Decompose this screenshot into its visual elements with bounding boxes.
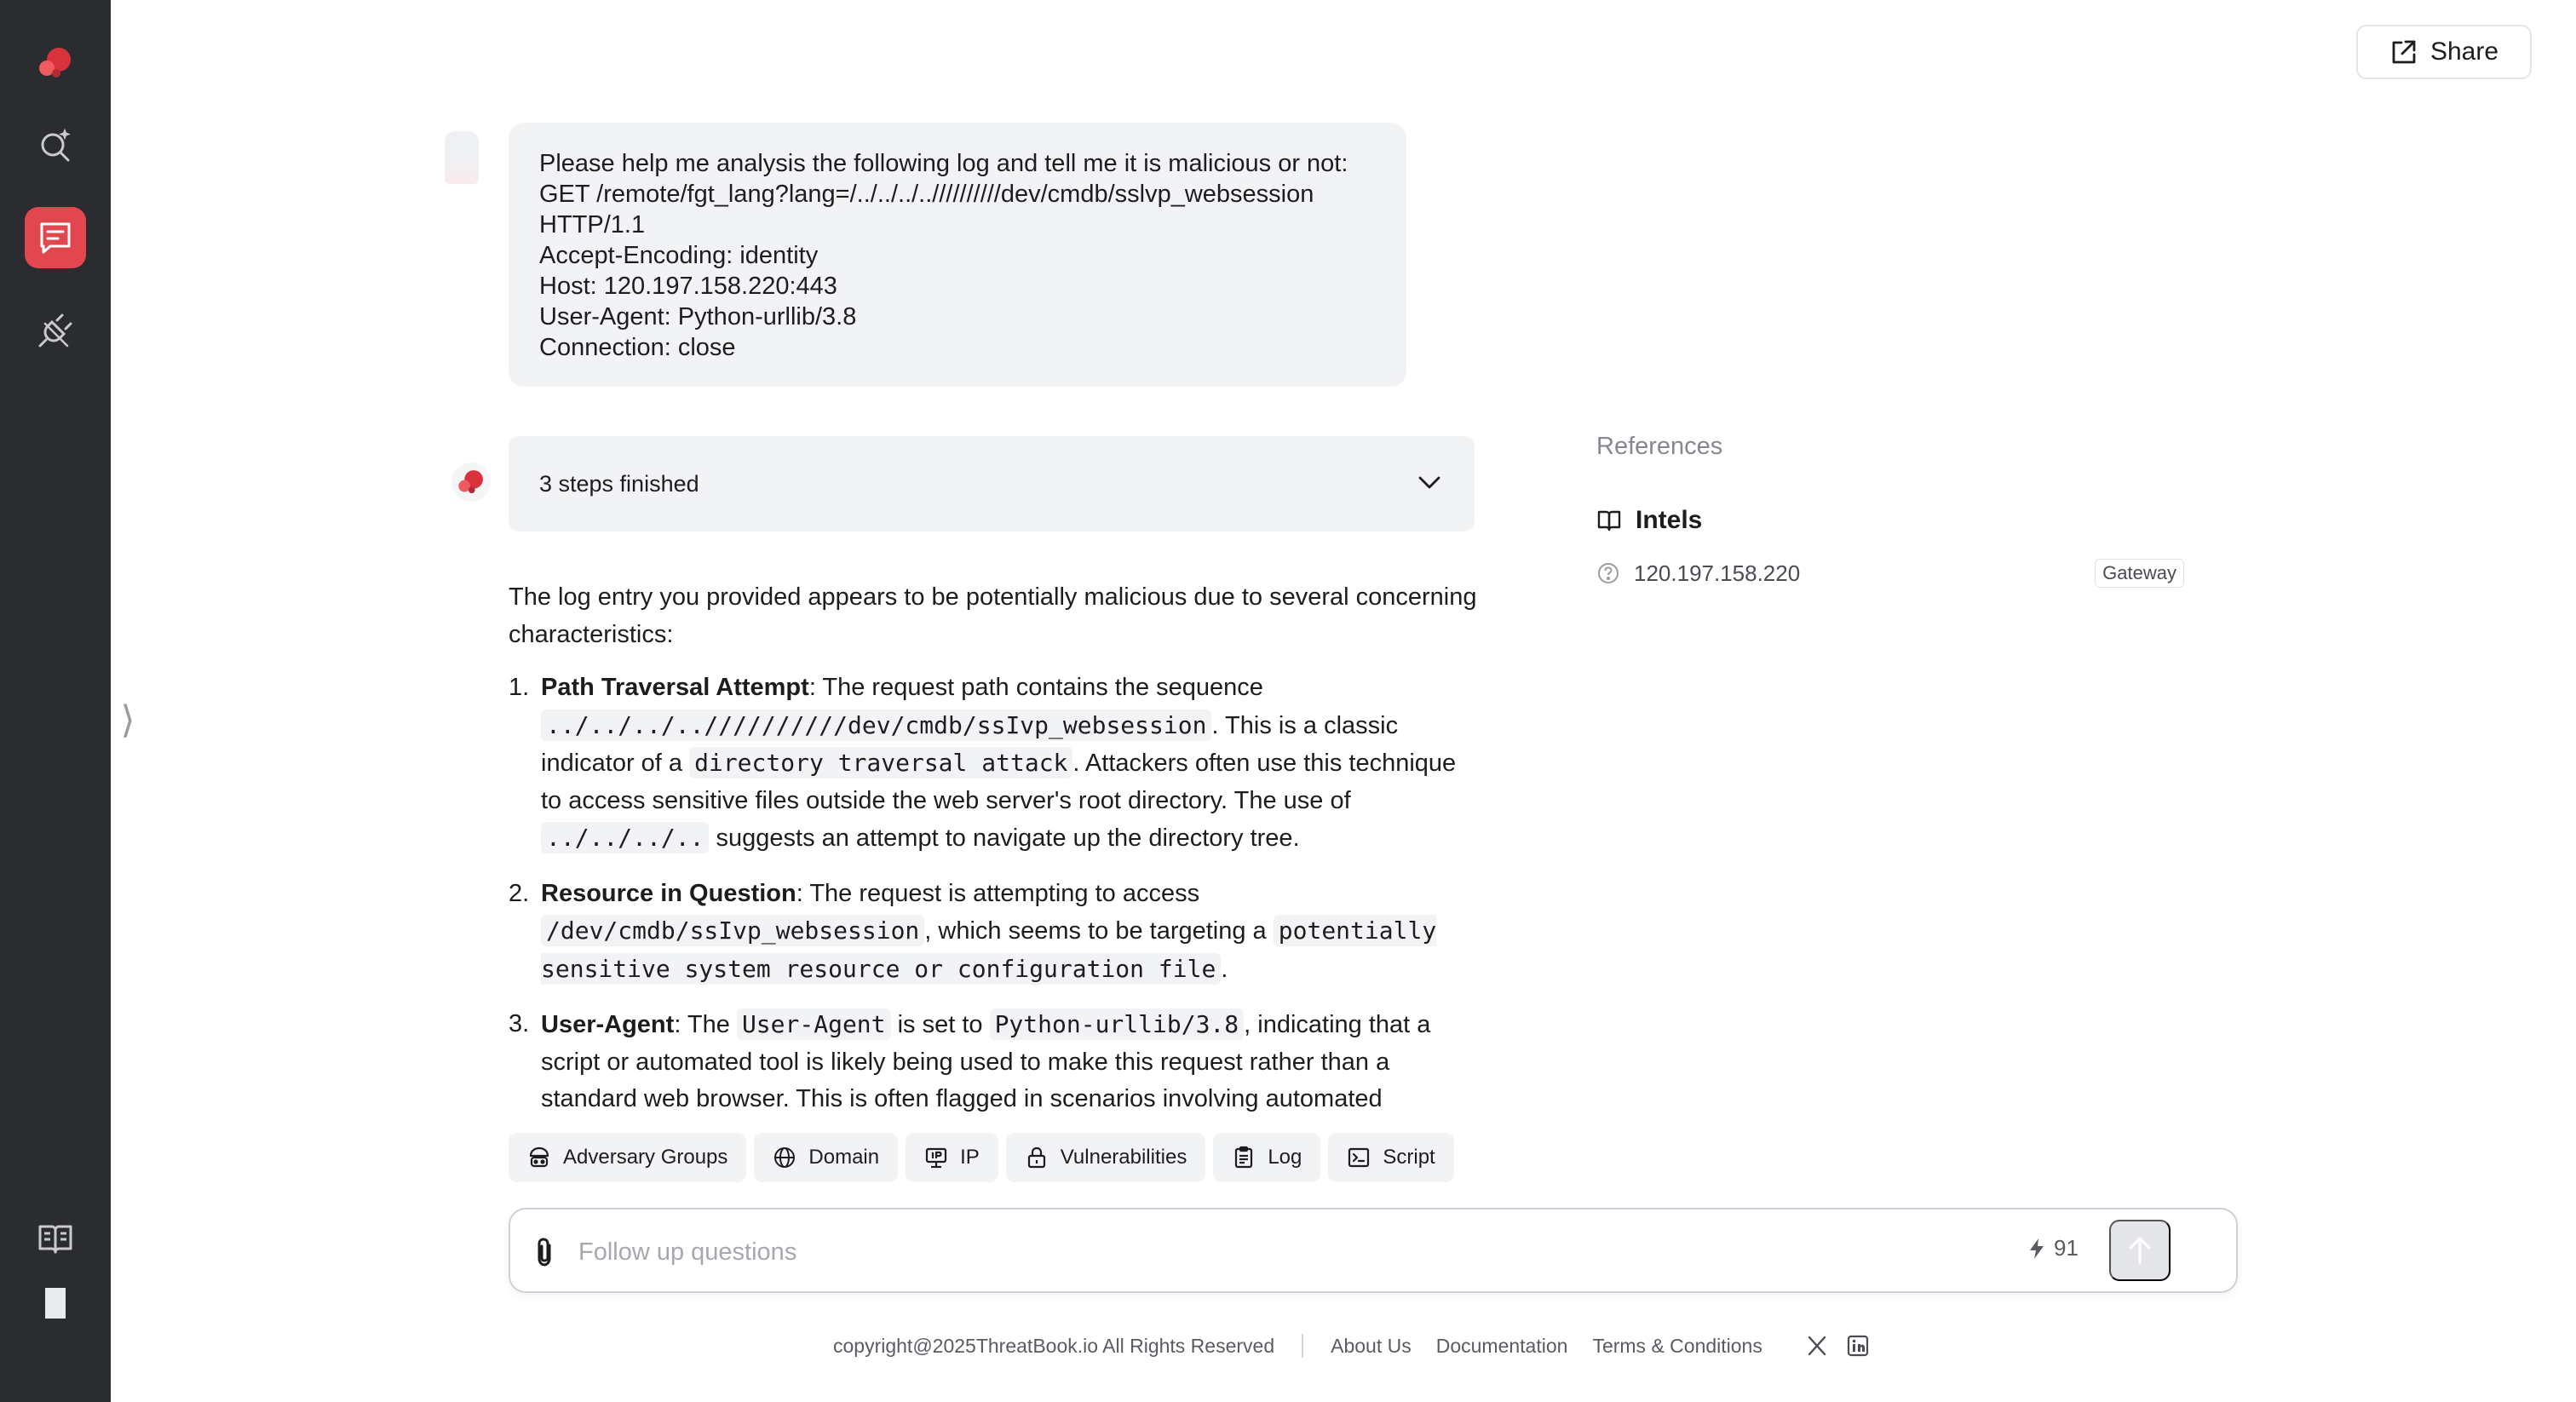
intel-ip: 120.197.158.220	[1634, 560, 1801, 586]
search-sparkle-icon[interactable]	[25, 114, 86, 175]
assistant-answer	[509, 579, 1480, 1114]
globe-icon	[773, 1146, 796, 1169]
ip-icon	[924, 1146, 948, 1169]
adversary-icon	[527, 1146, 551, 1169]
list-text: , indicating that a script or automated tool is likely being used to make this request rather than a standard web browser. This is often flagged in scenarios involving automated	[541, 1011, 1431, 1112]
list-number: 2.	[509, 879, 530, 907]
threatbook-logo-icon[interactable]	[25, 32, 86, 94]
chip-vulnerabilities[interactable]	[1006, 1133, 1206, 1182]
list-item-title: Path Traversal Attempt	[541, 674, 809, 701]
share-button[interactable]	[2356, 25, 2532, 79]
list-item-title: Resource in Question	[541, 879, 796, 907]
inline-code: User-Agent	[737, 1008, 891, 1040]
book-icon[interactable]	[25, 1208, 86, 1269]
footer-link-about-us[interactable]: About Us	[1331, 1334, 1412, 1357]
footer	[833, 1333, 1869, 1359]
copyright-text: copyright@2025ThreatBook.io All Rights Reserved	[833, 1334, 1275, 1357]
chip-adversary-groups[interactable]	[509, 1133, 746, 1182]
x-twitter-icon[interactable]	[1806, 1335, 1828, 1357]
expand-sidebar-handle[interactable]: ⟩	[120, 698, 135, 741]
chip-label: IP	[960, 1146, 980, 1169]
chip-ip[interactable]	[906, 1133, 998, 1182]
footer-link-terms[interactable]: Terms & Conditions	[1592, 1334, 1762, 1357]
share-label: Share	[2429, 37, 2499, 66]
user-avatar	[445, 131, 479, 184]
chat-icon[interactable]	[25, 207, 86, 268]
book-icon	[1596, 508, 1622, 533]
list-item-title: User-Agent	[541, 1011, 675, 1038]
intel-item[interactable]	[1596, 557, 2184, 589]
chip-label: Vulnerabilities	[1060, 1146, 1187, 1169]
assistant-avatar	[451, 463, 491, 502]
references-title: References	[1596, 433, 1723, 460]
steps-panel[interactable]	[509, 436, 1475, 531]
log-icon	[1232, 1146, 1256, 1169]
intel-tag: Gateway	[2095, 559, 2184, 588]
linkedin-icon[interactable]	[1847, 1335, 1869, 1357]
list-item	[509, 876, 1480, 989]
chip-script[interactable]	[1328, 1133, 1453, 1182]
answer-list	[509, 669, 1480, 1114]
list-text: . This is a classic indicator of a	[541, 711, 1399, 777]
credits-value: 91	[2054, 1235, 2079, 1261]
inline-code: /dev/cmdb/ssIvp_websession	[541, 915, 924, 946]
quick-chips	[509, 1133, 1454, 1182]
list-text: suggests an attempt to navigate up the directory tree.	[709, 825, 1300, 852]
sidebar	[0, 0, 111, 1402]
inline-code: Python-urllib/3.8	[990, 1008, 1245, 1040]
chip-label: Script	[1383, 1146, 1435, 1169]
inline-code: potentially sensitive system resource or configuration file	[541, 916, 1437, 983]
question-circle-icon	[1596, 561, 1620, 585]
follow-up-input[interactable]	[578, 1228, 1992, 1276]
intels-label: Intels	[1636, 506, 1703, 534]
chip-log[interactable]	[1213, 1133, 1320, 1182]
follow-up-input-box	[509, 1208, 2238, 1293]
chevron-down-icon[interactable]	[1415, 468, 1444, 501]
inline-code: ../../../..//////////dev/cmdb/ssIvp_websession	[541, 710, 1211, 741]
list-text: , which seems to be targeting a	[924, 917, 1274, 945]
list-text: : The	[674, 1011, 737, 1038]
list-item	[509, 1006, 1480, 1114]
list-number: 1.	[509, 674, 530, 701]
lock-icon	[1025, 1146, 1049, 1169]
user-message: Please help me analysis the following log and tell me it is malicious or not: GET /remote/fgt_lang?lang=/../../../..//////////dev/cmdb/sslvp_websession HTTP/1.1 Accept-Encoding: identity Host: 120.197.158.220:443 User-Agent: Python-urllib/3.8 Connection: close	[509, 123, 1406, 387]
inline-code: directory traversal attack	[689, 747, 1072, 779]
list-item	[509, 669, 1480, 858]
terminal-icon	[1347, 1146, 1371, 1169]
list-text: is set to	[890, 1011, 990, 1038]
lightning-icon	[2027, 1237, 2047, 1261]
list-text: . Attackers often use this technique to access sensitive files outside the web server's root directory. The use of	[541, 750, 1457, 814]
footer-divider	[1302, 1334, 1303, 1358]
credits-counter	[2027, 1235, 2079, 1261]
list-number: 3.	[509, 1010, 530, 1037]
list-text: .	[1221, 955, 1228, 983]
chip-label: Adversary Groups	[563, 1146, 728, 1169]
inline-code: ../../../..	[541, 822, 709, 853]
list-text: : The request is attempting to access	[796, 879, 1200, 907]
arrow-up-icon	[2124, 1234, 2156, 1267]
share-icon	[2389, 37, 2418, 66]
footer-link-documentation[interactable]: Documentation	[1435, 1334, 1568, 1357]
list-text: : The request path contains the sequence	[808, 674, 1263, 701]
page-icon[interactable]	[25, 1273, 86, 1334]
steps-label: 3 steps finished	[539, 470, 699, 497]
intels-heading	[1596, 506, 1702, 535]
plugin-icon[interactable]	[25, 300, 86, 361]
chip-label: Domain	[808, 1146, 880, 1169]
answer-intro: The log entry you provided appears to be potentially malicious due to several concerning characteristics:	[509, 583, 1477, 648]
send-button[interactable]	[2109, 1220, 2171, 1281]
chip-label: Log	[1268, 1146, 1302, 1169]
threatbook-logo-icon	[457, 468, 486, 497]
paperclip-icon[interactable]	[527, 1235, 561, 1269]
chip-domain[interactable]	[754, 1133, 898, 1182]
